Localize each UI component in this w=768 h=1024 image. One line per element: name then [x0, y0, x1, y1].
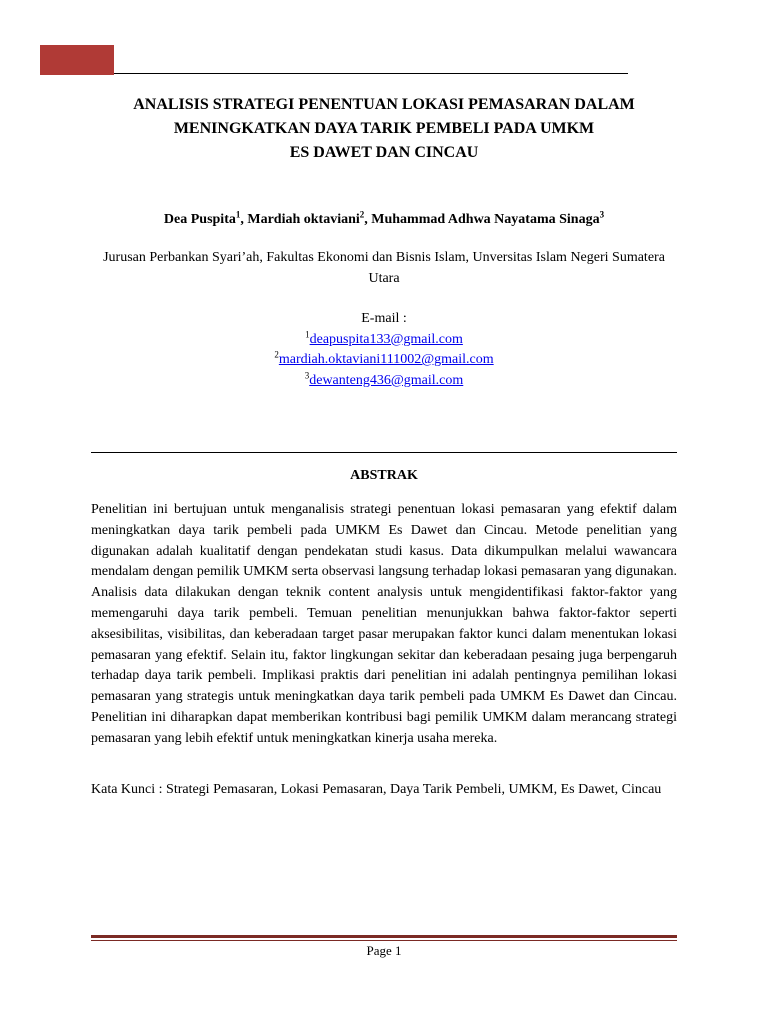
- paper-title: [60, 93, 708, 165]
- page-number: Page 1: [366, 943, 402, 958]
- email-link[interactable]: mardiah.oktaviani111002@gmail.com: [278, 352, 494, 367]
- footer-rule-thick: [91, 935, 677, 938]
- title-line-3: ES DAWET DAN CINCAU: [289, 144, 479, 161]
- footer-rule-thin: [91, 940, 677, 941]
- header-rule: [114, 73, 628, 74]
- affiliation: Jurusan Perbankan Syari’ah, Fakultas Ekonomi dan Bisnis Islam, Unversitas Islam Negeri Sumatera Utara: [103, 250, 665, 286]
- header-accent-block: [40, 45, 114, 75]
- email-block: [184, 309, 584, 391]
- email-affiliation-mark: 3: [304, 369, 310, 380]
- author-affiliation-mark: 3: [599, 209, 605, 220]
- author-name: Dea Puspita: [163, 212, 236, 227]
- abstract-body: Penelitian ini bertujuan untuk menganalisis strategi penentuan lokasi pemasaran yang efektif dalam meningkatkan daya tarik pembeli pada UMKM Es Dawet dan Cincau. Metode penelitian yang digunakan adalah kualitatif dengan pendekatan studi kasus. Data dikumpulkan melalui wawancara mendalam dengan pemilik UMKM serta observasi langsung terhadap lokasi pemasaran yang digunakan. Analisis data dilakukan dengan teknik content analysis untuk mengidentifikasi faktor-faktor yang memengaruhi daya tarik pembeli. Temuan penelitian menunjukkan bahwa faktor-faktor seperti aksesibilitas, visibilitas, dan keberadaan target pasar merupakan faktor kunci dalam menentukan lokasi pemasaran yang efektif. Selain itu, faktor lingkungan sekitar dan keberadaan pesaing juga berpengaruh terhadap daya tarik pembeli. Implikasi praktis dari penelitian ini adalah pentingnya pemilihan lokasi pemasaran yang strategis untuk meningkatkan daya tarik pembeli pada UMKM Es Dawet dan Cincau. Penelitian ini diharapkan dapat memberikan kontribusi bagi pemilik UMKM dalam merancang strategi pemasaran yang lebih efektif untuk meningkatkan kinerja usaha mereka.: [91, 502, 677, 746]
- section-divider: [91, 452, 677, 453]
- email-link[interactable]: dewanteng436@gmail.com: [309, 372, 464, 388]
- abstract-heading: ABSTRAK: [350, 468, 418, 483]
- author-affiliation-mark: 2: [359, 209, 365, 220]
- email-line: [184, 330, 584, 351]
- email-link[interactable]: deapuspita133@gmail.com: [309, 331, 463, 347]
- author-separator: ,: [240, 212, 248, 227]
- email-line: [184, 350, 584, 371]
- keywords: Kata Kunci : Strategi Pemasaran, Lokasi Pemasaran, Daya Tarik Pembeli, UMKM, Es Dawet, Cincau: [91, 782, 662, 797]
- email-line: [184, 371, 584, 392]
- title-line-1: ANALISIS STRATEGI PENENTUAN LOKASI PEMASARAN DALAM: [133, 96, 635, 113]
- author-name: Muhammad Adhwa Nayatama Sinaga: [371, 212, 600, 227]
- email-affiliation-mark: 2: [274, 349, 279, 360]
- title-line-2: MENINGKATKAN DAYA TARIK PEMBELI PADA UMKM: [173, 120, 595, 137]
- author-list: [60, 209, 708, 228]
- author-separator: ,: [364, 212, 372, 227]
- author-name: Mardiah oktaviani: [247, 212, 360, 227]
- author-affiliation-mark: 1: [235, 209, 241, 220]
- email-affiliation-mark: 1: [305, 328, 310, 339]
- email-label: E-mail :: [361, 311, 407, 326]
